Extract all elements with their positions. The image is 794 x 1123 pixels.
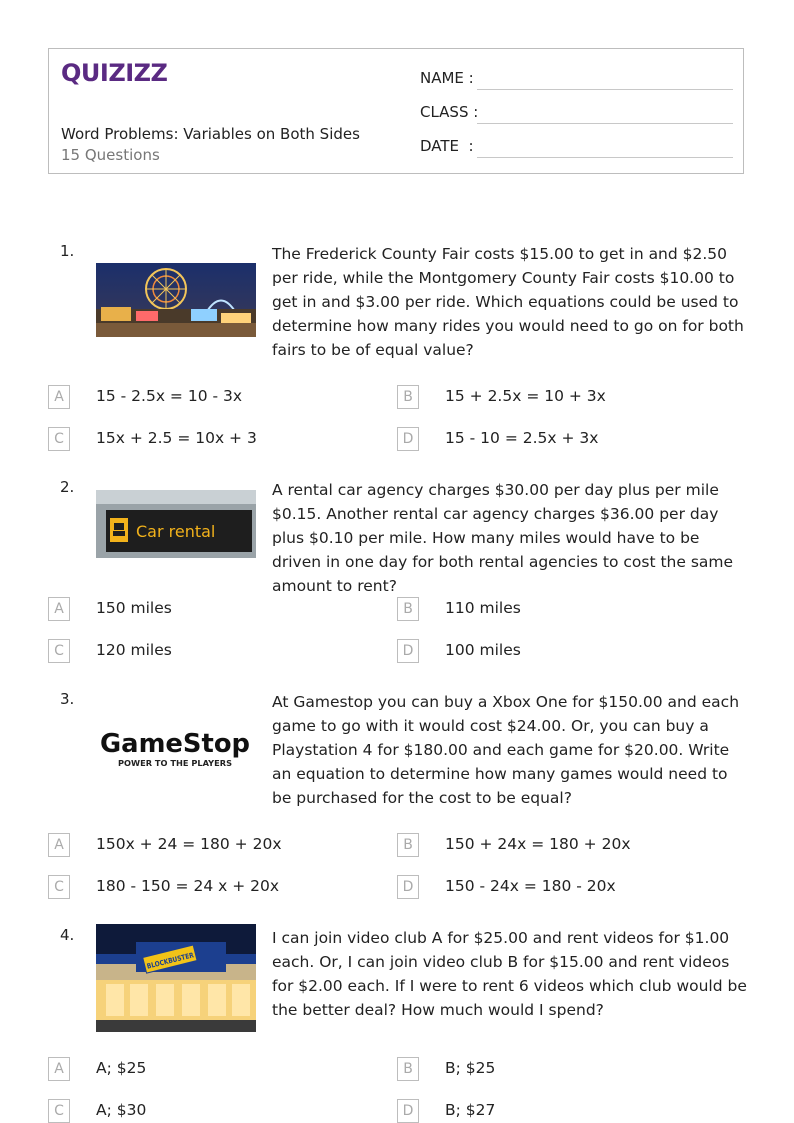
question-text: A rental car agency charges $30.00 per day plus per mile $0.15. Another rental car agency charges $36.00 per day plus $0.10 per mile. How many miles would have to be driven in one day for both rental agencies to cost the same amount to rent? bbox=[272, 481, 734, 595]
option-letter: A bbox=[48, 385, 70, 409]
option-text: 150 + 24x = 180 + 20x bbox=[445, 835, 631, 853]
option-text: 120 miles bbox=[96, 641, 172, 659]
option-letter: B bbox=[397, 597, 419, 621]
option-d[interactable] bbox=[397, 875, 717, 899]
date-label: DATE : bbox=[420, 137, 474, 155]
question-number: 1. bbox=[60, 242, 75, 260]
option-text: A; $30 bbox=[96, 1101, 147, 1119]
worksheet-title: Word Problems: Variables on Both Sides bbox=[61, 125, 360, 143]
option-d[interactable] bbox=[397, 1099, 717, 1123]
option-a[interactable] bbox=[48, 597, 368, 621]
option-text: 100 miles bbox=[445, 641, 521, 659]
option-text: 15 - 10 = 2.5x + 3x bbox=[445, 429, 599, 447]
class-line bbox=[477, 123, 733, 124]
option-text: 15x + 2.5 = 10x + 3 bbox=[96, 429, 257, 447]
option-d[interactable] bbox=[397, 427, 717, 451]
option-a[interactable] bbox=[48, 833, 368, 857]
option-text: 15 - 2.5x = 10 - 3x bbox=[96, 387, 243, 405]
question-number: 2. bbox=[60, 478, 75, 496]
option-c[interactable] bbox=[48, 639, 368, 663]
option-letter: A bbox=[48, 1057, 70, 1081]
option-letter: C bbox=[48, 875, 70, 899]
option-letter: C bbox=[48, 427, 70, 451]
option-b[interactable] bbox=[397, 1057, 717, 1081]
quizizz-logo: QUIZIZZ bbox=[61, 59, 168, 87]
date-field[interactable] bbox=[420, 137, 474, 155]
gamestop-logo bbox=[96, 720, 256, 776]
name-field[interactable] bbox=[420, 69, 474, 87]
question-number: 4. bbox=[60, 926, 75, 944]
question-text: At Gamestop you can buy a Xbox One for $150.00 and each game to go with it would cost $24.00. Or, you can buy a Playstation 4 for $180.00 and each game for $20.00. Write an equation to determine how many games would need to be purchased for the cost to be equal? bbox=[272, 693, 740, 807]
option-a[interactable] bbox=[48, 1057, 368, 1081]
option-text: 150x + 24 = 180 + 20x bbox=[96, 835, 282, 853]
option-letter: A bbox=[48, 833, 70, 857]
option-text: A; $25 bbox=[96, 1059, 147, 1077]
question-number: 3. bbox=[60, 690, 75, 708]
question-text: The Frederick County Fair costs $15.00 to get in and $2.50 per ride, while the Montgomery County Fair costs $10.00 to get in and $3.00 per ride. Which equations could be used to determine how many rides you would need to go on for both fairs to be of equal value? bbox=[272, 245, 744, 359]
date-line bbox=[477, 157, 733, 158]
class-label: CLASS : bbox=[420, 103, 479, 121]
car-rental-sign-text: Car rental bbox=[136, 522, 216, 541]
fair-photo bbox=[96, 263, 256, 337]
gamestop-tagline: POWER TO THE PLAYERS bbox=[118, 759, 233, 768]
class-field[interactable] bbox=[420, 103, 478, 121]
gamestop-wordmark: GameStop bbox=[100, 729, 250, 759]
option-text: B; $27 bbox=[445, 1101, 496, 1119]
option-b[interactable] bbox=[397, 833, 717, 857]
question-text: I can join video club A for $25.00 and rent videos for $1.00 each. Or, I can join video club B for $15.00 and rent videos for $2.00 each. If I were to rent 6 videos which club would be the better deal? How much would I spend? bbox=[272, 929, 747, 1019]
option-text: B; $25 bbox=[445, 1059, 496, 1077]
option-letter: A bbox=[48, 597, 70, 621]
option-letter: C bbox=[48, 1099, 70, 1123]
option-letter: D bbox=[397, 875, 419, 899]
option-text: 150 miles bbox=[96, 599, 172, 617]
option-letter: D bbox=[397, 427, 419, 451]
name-label: NAME : bbox=[420, 69, 474, 87]
option-c[interactable] bbox=[48, 875, 368, 899]
option-text: 110 miles bbox=[445, 599, 521, 617]
blockbuster-store bbox=[96, 924, 256, 1032]
worksheet-header bbox=[48, 48, 744, 174]
option-letter: D bbox=[397, 1099, 419, 1123]
car-rental-sign bbox=[96, 490, 256, 558]
name-line bbox=[477, 89, 733, 90]
option-b[interactable] bbox=[397, 385, 717, 409]
option-a[interactable] bbox=[48, 385, 368, 409]
blockbuster-sign-text: BLOCKBUSTER bbox=[146, 949, 204, 971]
option-text: 180 - 150 = 24 x + 20x bbox=[96, 877, 280, 895]
option-letter: B bbox=[397, 833, 419, 857]
option-letter: B bbox=[397, 385, 419, 409]
option-d[interactable] bbox=[397, 639, 717, 663]
option-text: 150 - 24x = 180 - 20x bbox=[445, 877, 616, 895]
option-letter: B bbox=[397, 1057, 419, 1081]
option-text: 15 + 2.5x = 10 + 3x bbox=[445, 387, 606, 405]
option-letter: C bbox=[48, 639, 70, 663]
option-c[interactable] bbox=[48, 1099, 368, 1123]
question-count: 15 Questions bbox=[61, 146, 160, 164]
option-c[interactable] bbox=[48, 427, 368, 451]
option-letter: D bbox=[397, 639, 419, 663]
option-b[interactable] bbox=[397, 597, 717, 621]
